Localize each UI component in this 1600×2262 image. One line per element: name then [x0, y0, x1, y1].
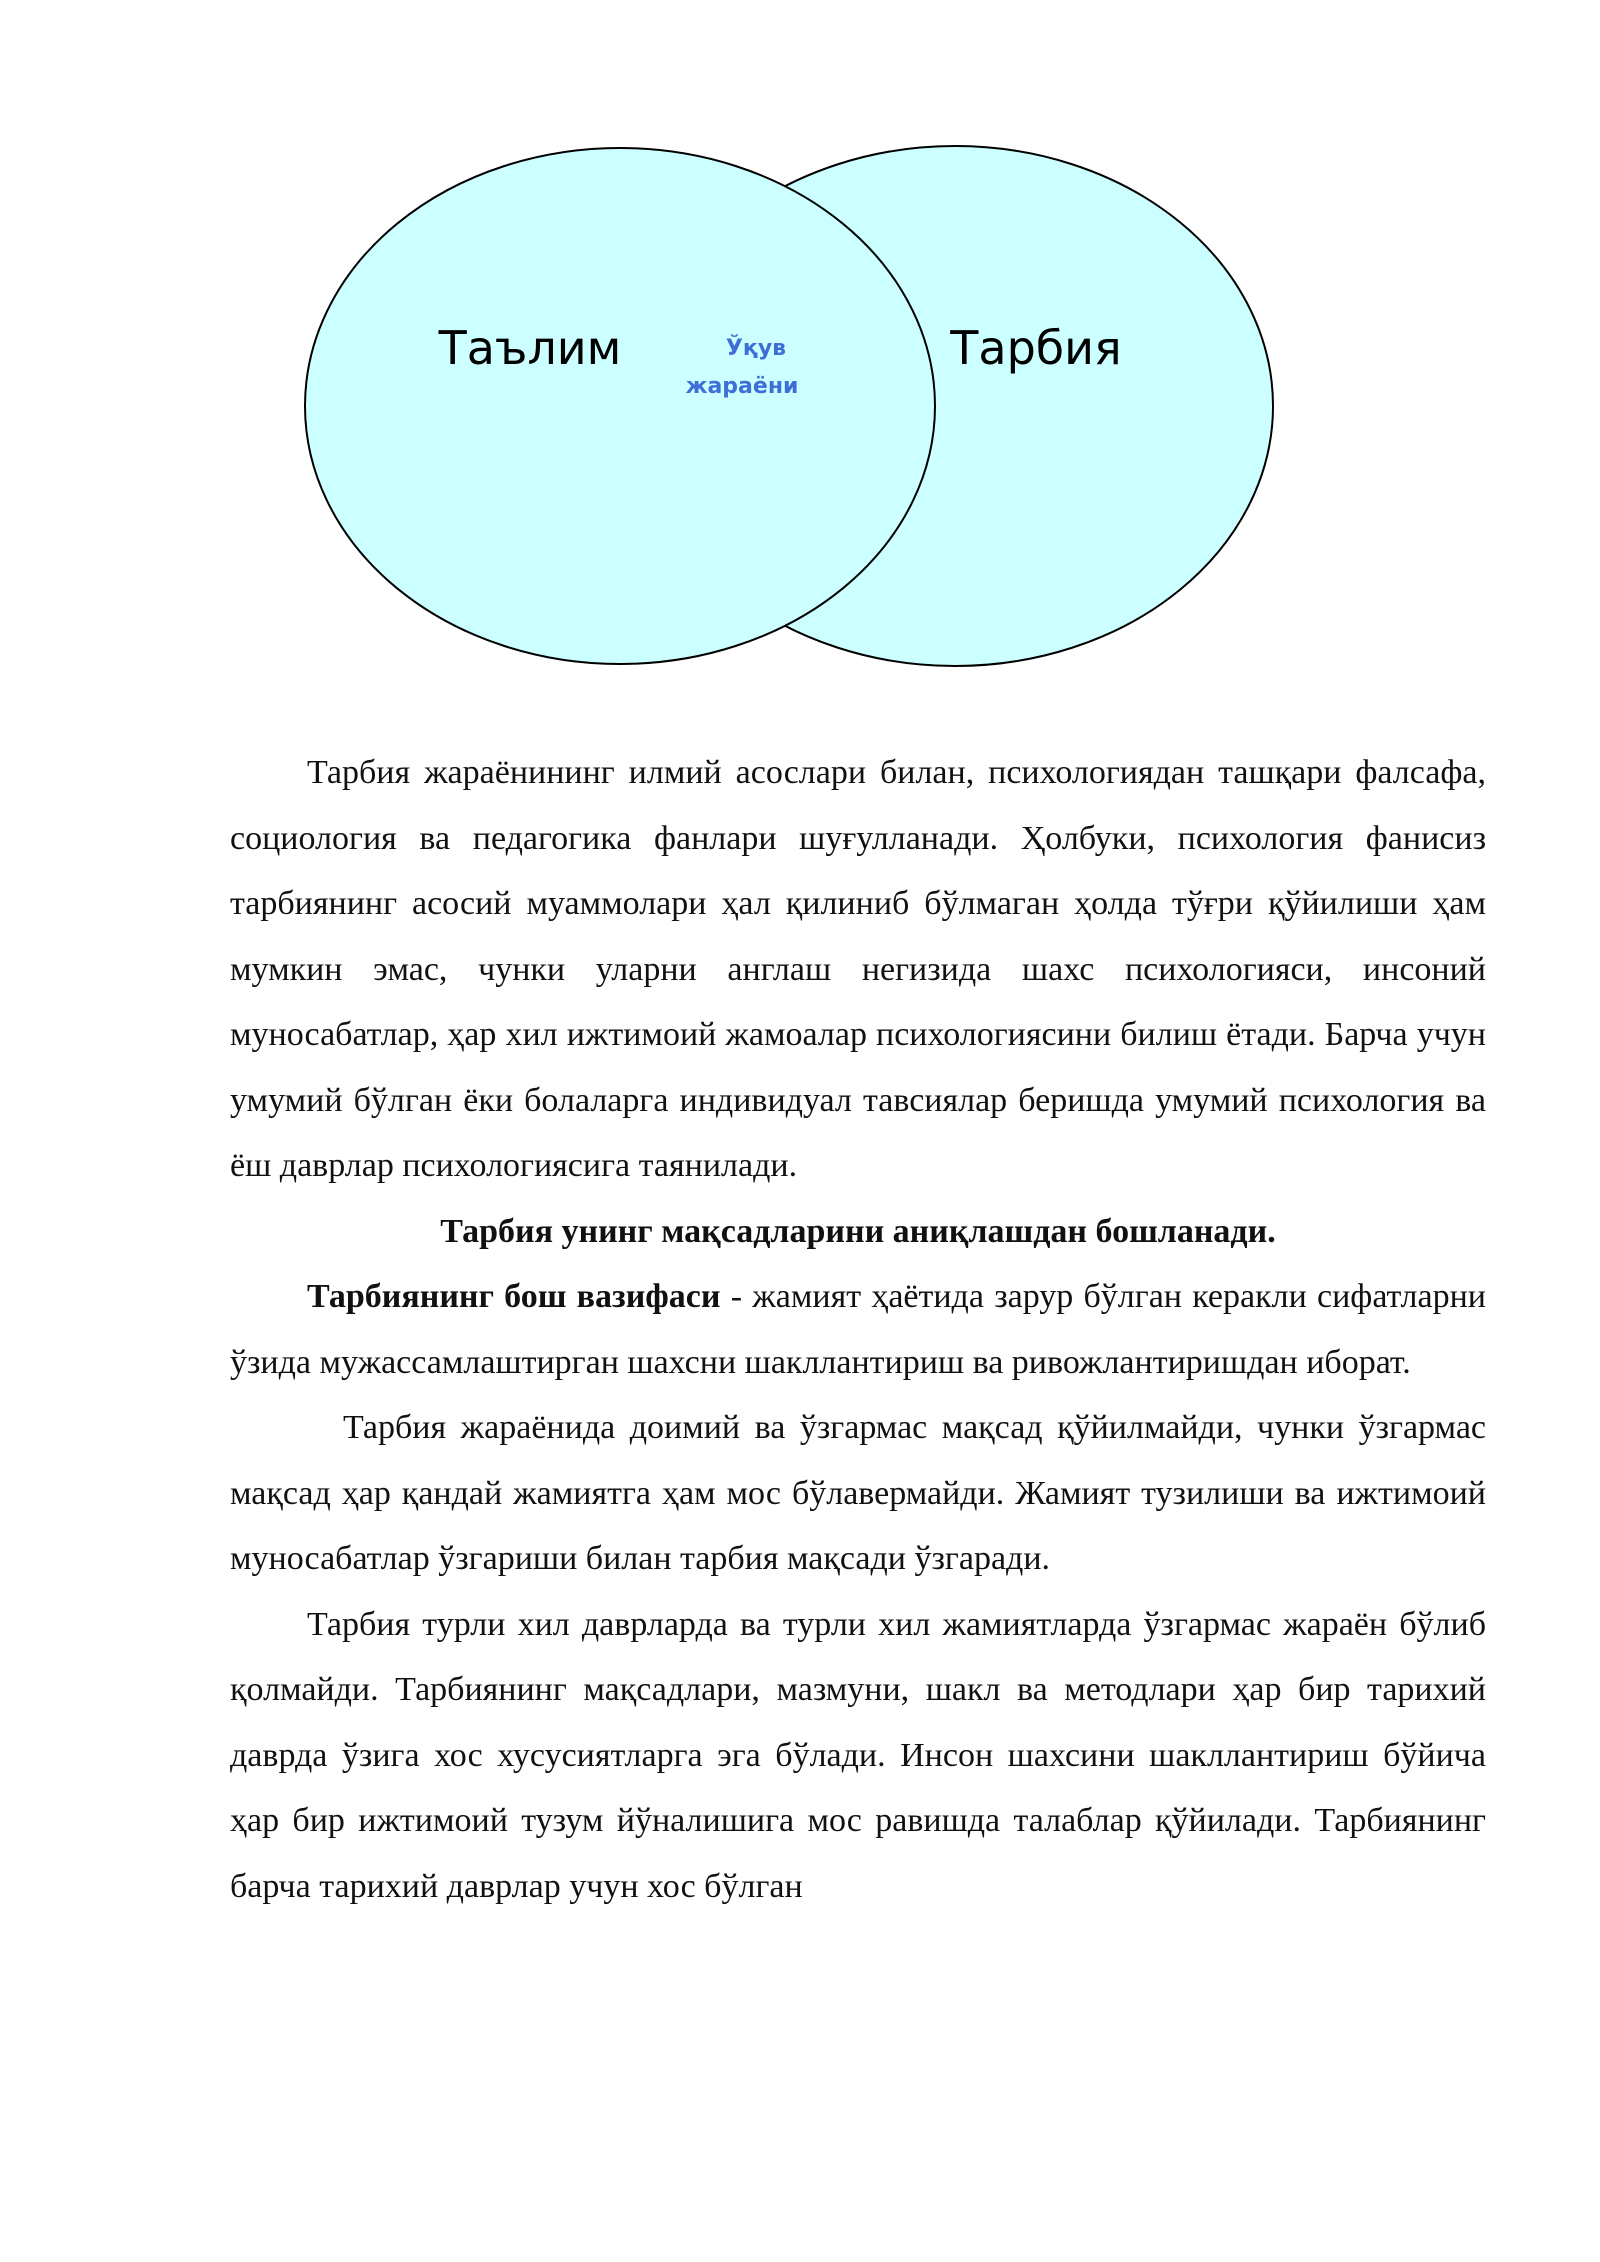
paragraph-1: Тарбия жараёнининг илмий асослари билан, психологиядан ташқари фалсафа, социология ва педагогика фанлари шуғулланади. Ҳолбуки, психология фанисиз тарбиянинг асосий муаммолари ҳал қилиниб бўлмаган ҳолда тўғри қўйилиши ҳам мумкин эмас, чунки уларни англаш негизида шахс психологияси, инсоний муносабатлар, ҳар хил ижтимоий жамоалар психологиясини билиш ётади. Барча учун умумий бўлган ёки болаларга индивидуал тавсиялар беришда умумий психология ва ёш даврлар психологиясига таянилади.	[230, 754, 1486, 1184]
left-label: Таълим	[438, 321, 622, 375]
paragraph-2	[230, 1264, 1486, 1395]
paragraph-2-bold-term: Тарбиянинг бош вазифаси	[307, 1278, 721, 1315]
venn-diagram	[0, 0, 1600, 680]
middle-label-line2: жараёни	[685, 374, 799, 399]
left-ellipse-talim	[305, 148, 935, 664]
paragraph-2-text: - жамият ҳаётида зарур бўлган керакли сифатларни ўзида мужассамлаштирган шахсни шакллантириш ва ривожлантиришдан иборат.	[230, 1278, 1486, 1381]
paragraph-3: Тарбия жараёнида доимий ва ўзгармас мақсад қўйилмайди, чунки ўзгармас мақсад ҳар қандай жамиятга ҳам мос бўлавермайди. Жамият тузилиши ва ижтимоий муносабатлар ўзгариши билан тарбия мақсади ўзгаради.	[230, 1409, 1486, 1577]
paragraph-4: Тарбия турли хил даврларда ва турли хил жамиятларда ўзгармас жараён бўлиб қолмайди. Тарбиянинг мақсадлари, мазмуни, шакл ва методлари ҳар бир тарихий даврда ўзига хос хусусиятларга эга бўлади. Инсон шахсини шакллантириш бўйича ҳар бир ижтимоий тузум йўналишига мос равишда талаблар қўйилади. Тарбиянинг барча тарихий даврлар учун хос бўлган	[230, 1605, 1486, 1905]
body-text	[230, 740, 1486, 1919]
section-heading: Тарбия унинг мақсадларини аниқлашдан бошланади.	[440, 1212, 1276, 1250]
right-label: Тарбия	[950, 321, 1122, 375]
middle-label-line1: Ўқув	[725, 336, 787, 361]
